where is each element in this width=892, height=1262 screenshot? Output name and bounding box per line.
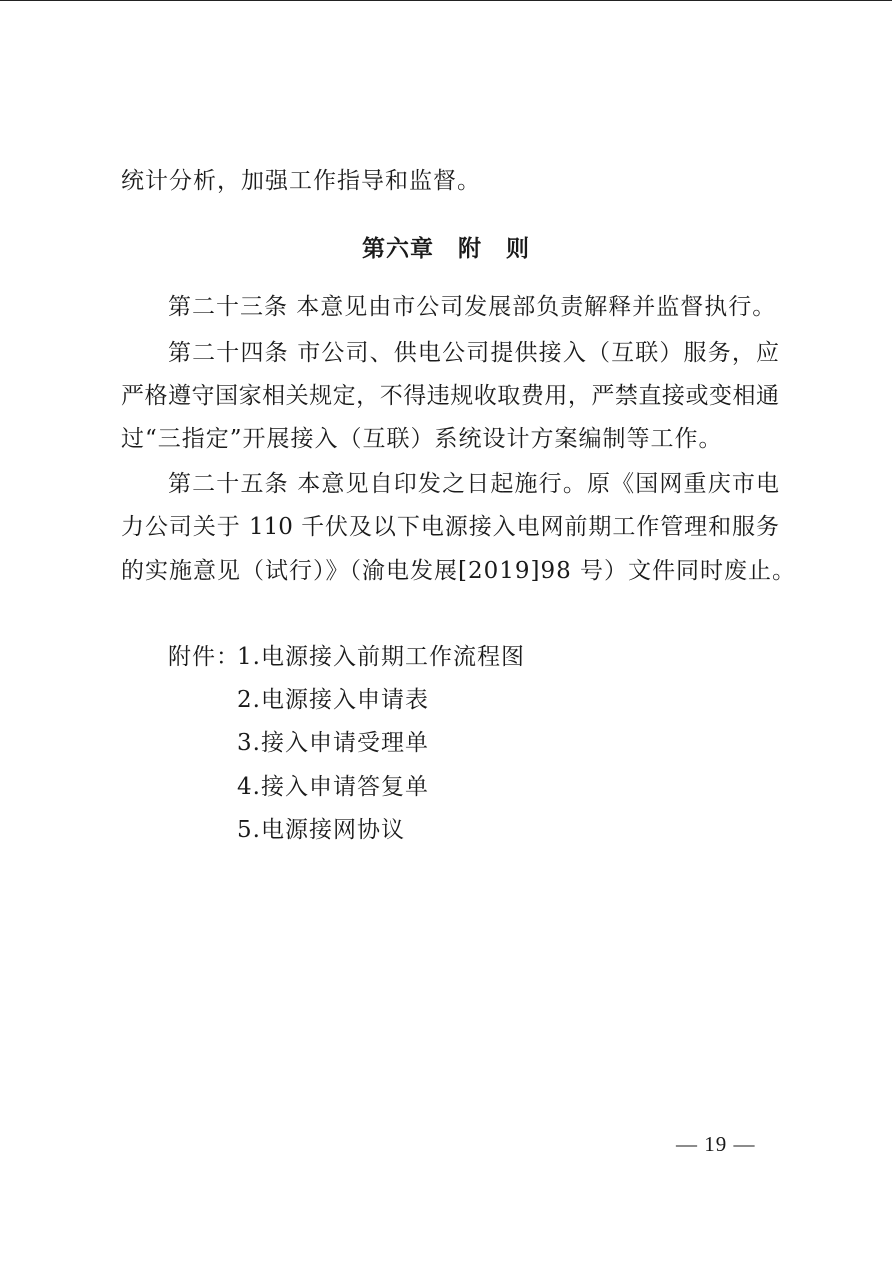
article-25-line-1: 第二十五条 本意见自印发之日起施行。原《国网重庆市电 xyxy=(168,471,779,497)
attachment-item: 2.电源接入申请表 xyxy=(237,687,429,713)
article-25-line-2: 力公司关于 110 千伏及以下电源接入电网前期工作管理和服务 xyxy=(121,514,779,540)
attachment-item: 3.接入申请受理单 xyxy=(237,730,429,756)
attachment-item: 1.电源接入前期工作流程图 xyxy=(237,644,525,670)
continuation-text: 统计分析，加强工作指导和监督。 xyxy=(121,168,481,194)
attachment-item: 5.电源接网协议 xyxy=(237,817,405,843)
page-number: — 19 — xyxy=(676,1132,756,1156)
article-23: 第二十三条 本意见由市公司发展部负责解释并监督执行。 xyxy=(168,294,777,320)
article-24-line-2: 严格遵守国家相关规定，不得违规收取费用，严禁直接或变相通 xyxy=(121,383,779,409)
attachment-item: 4.接入申请答复单 xyxy=(237,774,429,800)
article-25-line-3: 的实施意见（试行）》（渝电发展[2019]98 号）文件同时废止。 xyxy=(121,558,797,584)
page-top-border xyxy=(0,0,892,1)
article-24-line-3: 过“三指定”开展接入（互联）系统设计方案编制等工作。 xyxy=(121,426,723,452)
article-24-line-1: 第二十四条 市公司、供电公司提供接入（互联）服务，应 xyxy=(168,340,779,366)
chapter-heading: 第六章 附 则 xyxy=(362,236,530,262)
attachments-label: 附件： xyxy=(168,644,240,670)
